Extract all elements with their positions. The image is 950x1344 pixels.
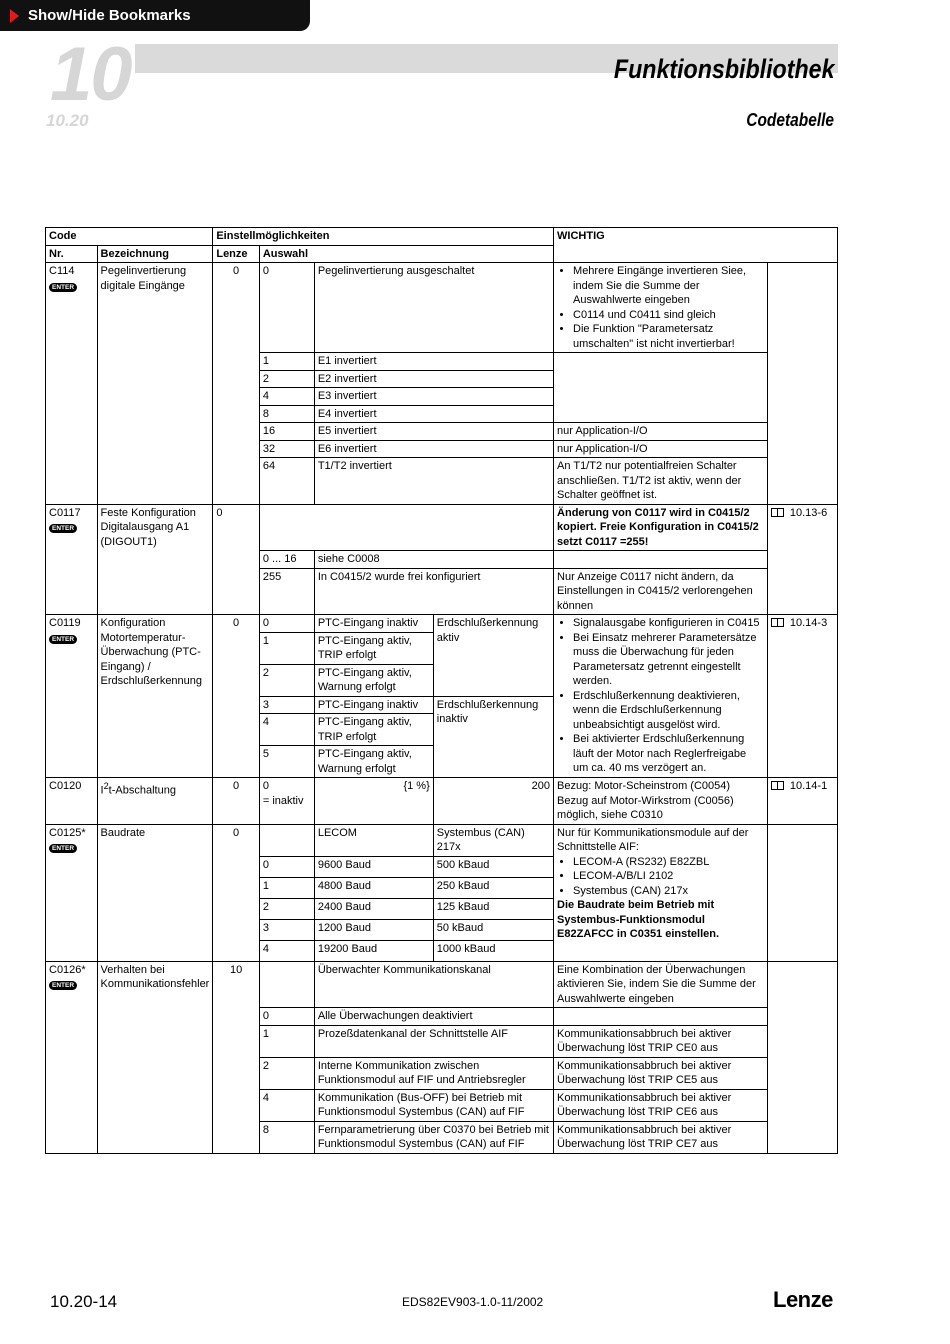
table-row: C0126* ENTER Verhalten bei Kommunikationsfehler 10 Überwachter Kommunikationskanal Eine Kombination der Überwachungen aktivieren Sie, indem Sie die Summe der Auswahlwerte eingeben bbox=[46, 961, 838, 1008]
table-row: 1 E1 invertiert bbox=[46, 353, 838, 371]
table-row: 255 In C0415/2 wurde frei konfiguriert Nur Anzeige C0117 nicht ändern, da Einstellungen in C0415/2 verlorengehen können bbox=[46, 568, 838, 615]
table-row: C0120 $I^2t$-Abschaltung 0 0 = inaktiv {1 %} 200 Bezug: Motor-Scheinstrom (C0054) Bezug auf Motor-Wirkstrom (C0056) möglich, siehe C0310 10.14-1 bbox=[46, 778, 838, 825]
wichtig-cell: • Mehrere Eingänge invertieren Siee, indem Sie die Summe der Auswahlwerte eingeben • C0114 und C0411 sind gleich • Die Funktion "Parametersatz umschalten" ist nicht invertierbar! bbox=[554, 263, 768, 353]
chapter-number: 10 bbox=[50, 32, 131, 117]
table-row: 4 E3 invertiert bbox=[46, 388, 838, 406]
table-row: 1 Prozeßdatenkanal der Schnittstelle AIF Kommunikationsabbruch bei aktiver Überwachung löst TRIP CE0 aus bbox=[46, 1025, 838, 1057]
page-subtitle: Codetabelle bbox=[746, 110, 834, 130]
table-row: 4 PTC-Eingang aktiv, TRIP erfolgt bbox=[46, 714, 838, 746]
enter-icon: ENTER bbox=[49, 844, 77, 853]
triangle-right-icon bbox=[10, 9, 19, 23]
cross-reference: 10.14-3 bbox=[789, 617, 828, 629]
hdr-einstell: Einstellmöglichkeiten bbox=[213, 228, 554, 246]
bookmarks-label: Show/Hide Bookmarks bbox=[28, 7, 191, 24]
table-row: 2 E2 invertiert bbox=[46, 370, 838, 388]
table-row: 64 T1/T2 invertiert An T1/T2 nur potentialfreien Schalter anschließen. T1/T2 ist aktiv, wenn der Schalter geöffnet ist. bbox=[46, 458, 838, 505]
enter-icon: ENTER bbox=[49, 283, 77, 292]
section-number: 10.20 bbox=[46, 111, 89, 130]
page-number: 10.20-14 bbox=[50, 1292, 118, 1311]
cross-reference: 10.13-6 bbox=[789, 506, 828, 519]
hdr-nr: Nr. bbox=[46, 245, 98, 263]
table-row: 2 PTC-Eingang aktiv, Warnung erfolgt bbox=[46, 664, 838, 696]
table-row: 0 9600 Baud 500 kBaud bbox=[46, 856, 838, 877]
enter-icon: ENTER bbox=[49, 524, 77, 533]
enter-icon: ENTER bbox=[49, 635, 77, 644]
header-row-1 bbox=[46, 228, 838, 246]
table-row: 0 Alle Überwachungen deaktiviert bbox=[46, 1008, 838, 1026]
table-row: 4 19200 Baud 1000 kBaud bbox=[46, 940, 838, 961]
table-row: 3 1200 Baud 50 kBaud bbox=[46, 919, 838, 940]
code-nr: C114 ENTER bbox=[46, 263, 98, 505]
show-hide-bookmarks-button[interactable] bbox=[0, 0, 310, 31]
table-row: 0 ... 16 siehe C0008 bbox=[46, 551, 838, 569]
table-row: C0125* ENTER Baudrate 0 LECOM Systembus (CAN) 217x Nur für Kommunikationsmodule auf der Schnittstelle AIF: • LECOM-A (RS232) E82ZBL • LECOM-A/B/LI 2102 • Systembus (CAN) 217x Die Baudrate beim Betrieb mit Systembus-Funktionsmodul E82ZAFCC in C0351 einstellen. bbox=[46, 824, 838, 856]
hdr-lenze: Lenze bbox=[213, 245, 260, 263]
cross-reference: 10.14-1 bbox=[789, 780, 828, 792]
hdr-wichtig: WICHTIG bbox=[554, 228, 838, 263]
table-row: 16 E5 invertiert nur Application-I/O bbox=[46, 423, 838, 441]
enter-icon: ENTER bbox=[49, 981, 77, 990]
table-row: 2 Interne Kommunikation zwischen Funktionsmodul auf FIF und Antriebsregler Kommunikationsabbruch bei aktiver Überwachung löst TRIP CE5 aus bbox=[46, 1057, 838, 1089]
table-row: 3 PTC-Eingang inaktiv Erdschlußerkennung inaktiv bbox=[46, 696, 838, 714]
table-row: 5 PTC-Eingang aktiv, Warnung erfolgt bbox=[46, 746, 838, 778]
hdr-code: Code bbox=[46, 228, 213, 246]
table-row: 32 E6 invertiert nur Application-I/O bbox=[46, 440, 838, 458]
code-bez: Pegelinvertierung digitale Eingänge bbox=[97, 263, 213, 505]
table-row: C0117 ENTER Feste Konfiguration Digitalausgang A1 (DIGOUT1) 0 Änderung von C0117 wird in C0415/2 kopiert. Freie Konfiguration in C0415/2 setzt C0117 =255! 10.13-6 bbox=[46, 504, 838, 551]
table-row: C0119 ENTER Konfiguration Motortemperatur-Überwachung (PTC-Eingang) / Erdschlußerkennung 0 0 PTC-Eingang inaktiv Erdschlußerkennung aktiv • Signalausgabe konfigurieren in C0415 • Bei Einsatz mehrerer Parametersätze muss die Überwachung für jeden Parametersatz getrennt eingestellt werden. • Erdschlußerkennung deaktivieren, wenn die Erdschlußerkennung unbeabsichtigt ausgelöst wird. • Bei aktivierter Erdschlußerkennung läuft der Motor nach Reglerfreigabe um ca. 40 ms verzögert an. 10.14-3 bbox=[46, 615, 838, 633]
table-row: C114 ENTER Pegelinvertierung digitale Eingänge 0 0 Pegelinvertierung ausgeschaltet • Mehrere Eingänge invertieren Siee, indem Sie die Summe der Auswahlwerte eingeben • C0114 und C0411 sind gleich • Die Funktion "Parametersatz umschalten" ist nicht invertierbar! bbox=[46, 263, 838, 353]
table-row: 4 Kommunikation (Bus-OFF) bei Betrieb mit Funktionsmodul Systembus (CAN) auf FIF Kommunikationsabbruch bei aktiver Überwachung löst TRIP CE6 aus bbox=[46, 1089, 838, 1121]
table-row: 1 4800 Baud 250 kBaud bbox=[46, 877, 838, 898]
book-icon bbox=[771, 781, 784, 790]
table-row: 2 2400 Baud 125 kBaud bbox=[46, 898, 838, 919]
table-row: 8 Fernparametrierung über C0370 bei Betrieb mit Funktionsmodul Systembus (CAN) auf FIF Kommunikationsabbruch bei aktiver Überwachung löst TRIP CE7 aus bbox=[46, 1121, 838, 1153]
book-icon bbox=[771, 618, 784, 627]
document-id: EDS82EV903-1.0-11/2002 bbox=[402, 1295, 544, 1309]
code-table bbox=[45, 227, 838, 1154]
code-lenze: 0 bbox=[213, 263, 260, 505]
lenze-logo: Lenze bbox=[773, 1287, 833, 1312]
page-title: Funktionsbibliothek bbox=[613, 54, 834, 84]
hdr-auswahl: Auswahl bbox=[259, 245, 553, 263]
table-row: 1 PTC-Eingang aktiv, TRIP erfolgt bbox=[46, 632, 838, 664]
table-row: 8 E4 invertiert bbox=[46, 405, 838, 423]
hdr-bez: Bezeichnung bbox=[97, 245, 213, 263]
book-icon bbox=[771, 508, 784, 517]
